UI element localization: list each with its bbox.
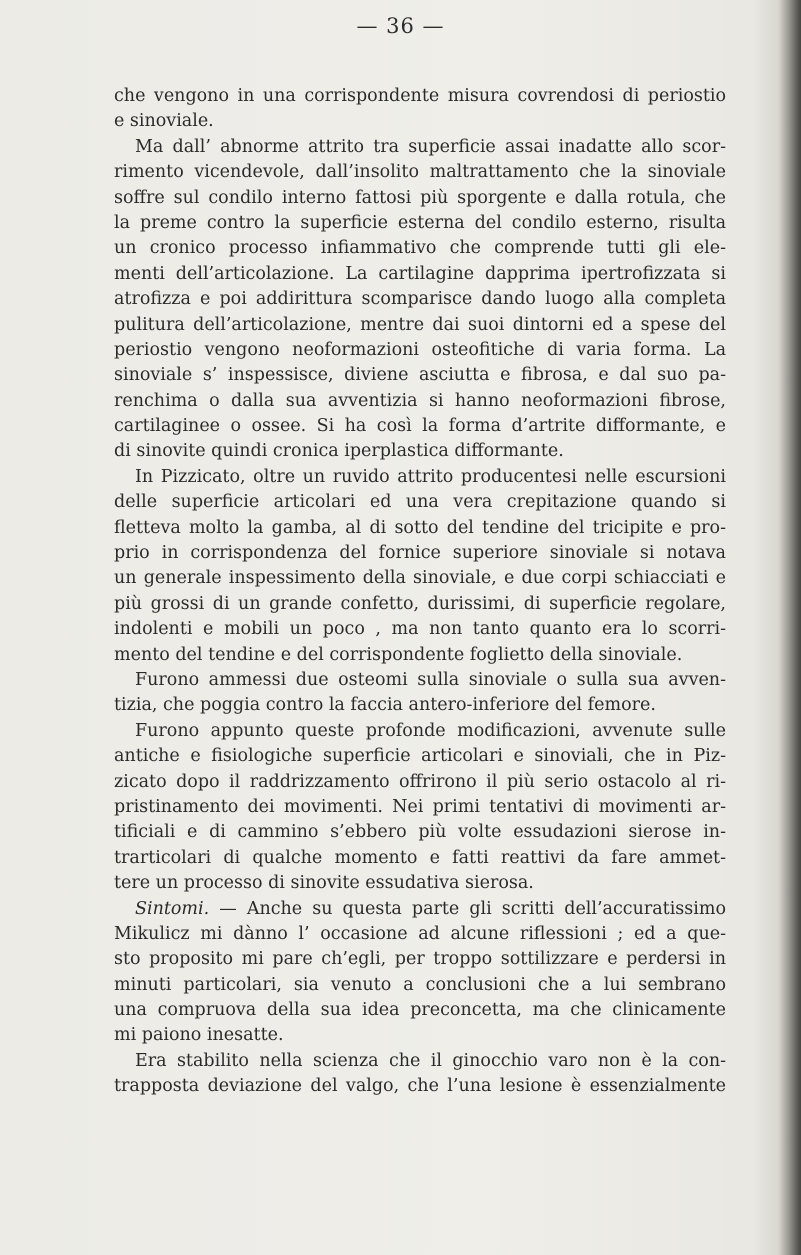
text-line: trapposta deviazione del valgo, che l’una lesione è essenzialmente [114,1076,726,1097]
text-line: pristinamento dei movimenti. Nei primi tentativi di movimenti ar- [114,796,726,817]
paragraph [114,719,726,897]
paragraph [114,465,726,668]
text-line: Mikulicz mi dànno l’ occasione ad alcune riflessioni ; ed a que- [114,923,726,944]
text-line: rimento vicendevole, dall’insolito maltrattamento che la sinoviale [114,162,726,183]
text-line: Furono ammessi due osteomi sulla sinoviale o sulla sua avven- [135,669,726,690]
text-line: minuti particolari, sia venuto a conclusioni che a lui sembrano [114,974,726,995]
text-line: renchima o dalla sua avventizia si hanno neoformazioni fibrose, [114,390,726,411]
text-line: la preme contro la superficie esterna del condilo esterno, risulta [114,212,726,233]
text-line: un generale inspessimento della sinoviale, e due corpi schiacciati e [114,568,726,589]
text-line: zicato dopo il raddrizzamento offrirono il più serio ostacolo al ri- [114,771,726,792]
paragraph [114,1049,726,1100]
text-line: Era stabilito nella scienza che il ginocchio varo non è la con- [135,1050,726,1071]
text-line: mi paiono inesatte. [114,1025,284,1046]
text-line: tizia, che poggia contro la faccia antero-inferiore del femore. [114,695,656,716]
text-line: sinoviale s’ inspessisce, diviene asciutta e fibrosa, e dal suo pa- [114,365,726,386]
text-line: delle superficie articolari ed una vera crepitazione quando si [114,492,726,513]
text-line: di sinovite quindi cronica iperplastica difformante. [114,441,564,462]
text-line: antiche e fisiologiche superficie articolari e sinoviali, che in Piz- [114,746,726,767]
text-line: fletteva molto la gamba, al di sotto del tendine del tricipite e pro- [114,517,726,538]
text-line: cartilaginee o ossee. Si ha così la forma d’artrite difformante, e [114,416,726,437]
text-line: atrofizza e poi addirittura scomparisce dando luogo alla completa [114,289,726,310]
text-line: e sinoviale. [114,111,214,132]
text-line: In Pizzicato, oltre un ruvido attrito producentesi nelle escursioni [135,466,726,487]
page-edge-shadow [779,0,801,1255]
text-line: trarticolari di qualche momento e fatti reattivi da fare ammet- [114,847,726,868]
text-line: una compruova della sua idea preconcetta, ma che clinicamente [114,1000,726,1021]
text-line: soffre sul condilo interno fattosi più sporgente e dalla rotula, che [114,187,726,208]
text-line: che vengono in una corrispondente misura covrendosi di periostio [114,86,726,106]
text-line: mento del tendine e del corrispondente foglietto della sinoviale. [114,644,683,665]
text-line: periostio vengono neoformazioni osteofitiche di varia forma. La [114,339,726,360]
text-line: menti dell’articolazione. La cartilagine dapprima ipertrofizzata si [114,263,726,284]
body-text [114,84,726,1100]
text-run: — Anche su questa parte gli scritti dell’accuratissimo [209,898,726,919]
paragraph [114,135,726,465]
section-heading: Sintomi. [135,898,210,919]
text-line: indolenti e mobili un poco , ma non tanto quanto era lo scorri- [114,619,726,640]
text-line: più grossi di un grande confetto, durissimi, di superficie regolare, [114,593,726,614]
text-line: tificiali e di cammino s’ebbero più volte essudazioni sierose in- [114,822,726,843]
text-line: pulitura dell’articolazione, mentre dai suoi dintorni ed a spese del [114,314,726,335]
text-line: un cronico processo infiammativo che comprende tutti gli ele- [114,238,726,259]
text-line [114,897,726,922]
text-line: Ma dall’ abnorme attrito tra superficie assai inadatte allo scor- [135,136,726,157]
paragraph [114,84,726,135]
text-line: prio in corrispondenza del fornice superiore sinoviale si notava [114,543,726,564]
text-line: sto proposito mi pare ch’egli, per troppo sottilizzare e perdersi in [114,949,726,970]
page-number: — 36 — [356,14,445,38]
text-line: tere un processo di sinovite essudativa sierosa. [114,873,534,894]
paragraph [114,668,726,719]
paragraph [114,897,726,1049]
text-line: Furono appunto queste profonde modificazioni, avvenute sulle [135,720,726,741]
